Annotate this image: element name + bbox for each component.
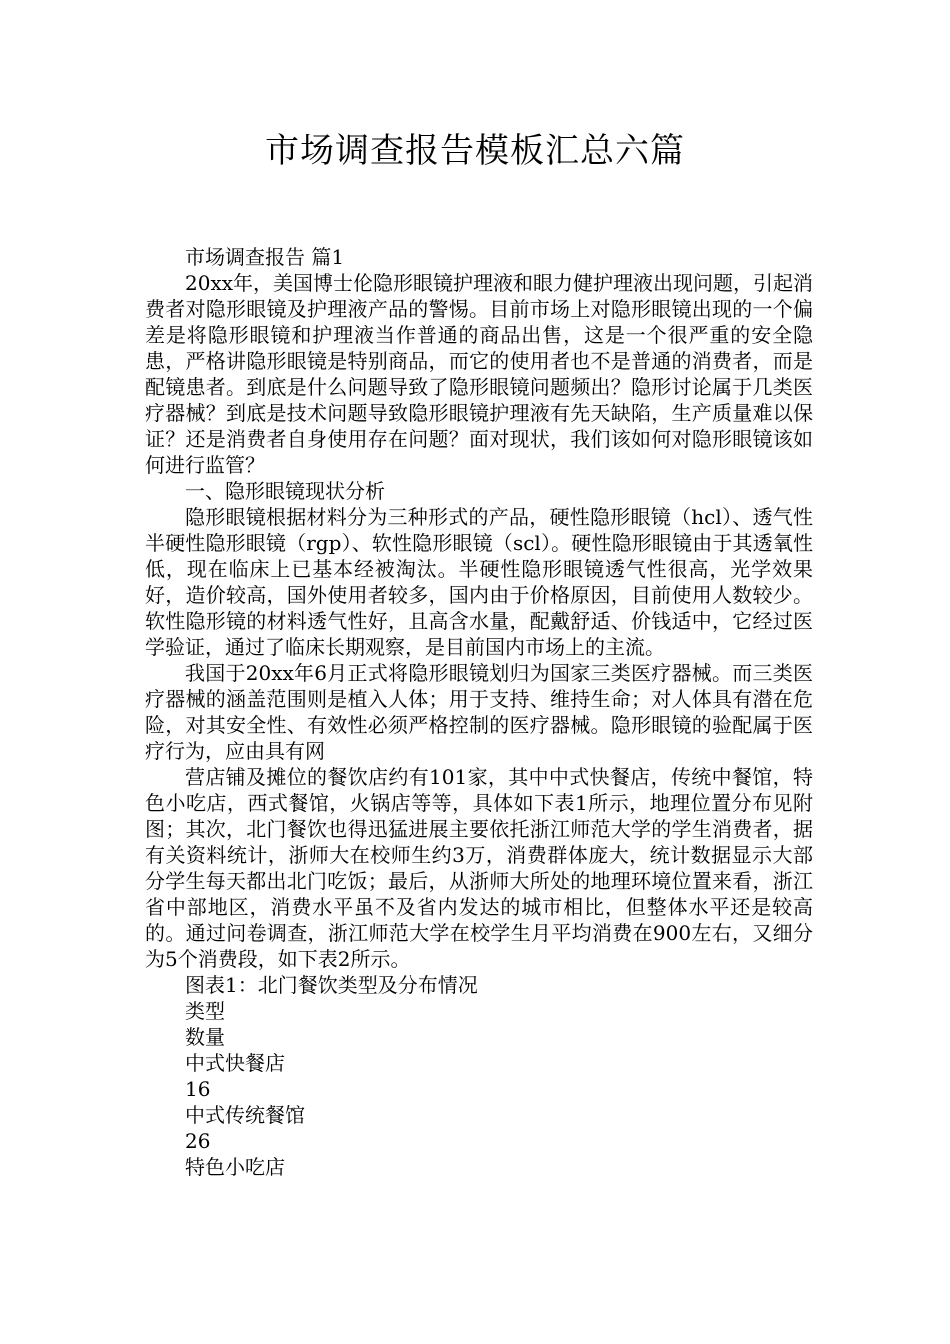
table-line: 26: [185, 1129, 211, 1153]
table-caption: 图表1：北门餐饮类型及分布情况: [185, 973, 478, 997]
table-line: 中式快餐店: [185, 1051, 285, 1075]
paragraph-regulation: 我国于20xx年6月正式将隐形眼镜划归为国家三类医疗器械。而三类医疗器械的涵盖范围则是植入人体；用于支持、维持生命；对人体具有潜在危险，对其安全性、有效性必须严格控制的医疗器械。隐形眼镜的验配属于医疗行为，应由具有网: [145, 661, 813, 763]
section-heading: 市场调查报告 篇1: [185, 245, 345, 269]
table-line: 16: [185, 1077, 211, 1101]
table-line: 特色小吃店: [185, 1155, 285, 1179]
document-body: [145, 244, 813, 1180]
table-line: 数量: [185, 1025, 225, 1049]
paragraph-lens-types: 隐形眼镜根据材料分为三种形式的产品，硬性隐形眼镜（hcl）、透气性半硬性隐形眼镜（rgp）、软性隐形眼镜（scl）。硬性隐形眼镜由于其透氧性低，现在临床上已基本经被淘汰。半硬性隐形眼镜透气性很高，光学效果好，造价较高，国外使用者较多，国内由于价格原因，目前使用人数较少。软性隐形镜的材料透气性好，且高含水量，配戴舒适、价钱适中，它经过医学验证，通过了临床长期观察，是目前国内市场上的主流。: [145, 505, 813, 659]
table-line: 类型: [185, 999, 225, 1023]
table-line: 中式传统餐馆: [185, 1103, 305, 1127]
document-title: 市场调查报告模板汇总六篇: [265, 131, 685, 171]
subsection-heading: 一、隐形眼镜现状分析: [185, 479, 385, 503]
paragraph-intro: 20xx年，美国博士伦隐形眼镜护理液和眼力健护理液出现问题，引起消费者对隐形眼镜及护理液产品的警惕。目前市场上对隐形眼镜出现的一个偏差是将隐形眼镜和护理液当作普通的商品出售，这是一个很严重的安全隐患，严格讲隐形眼镜是特别商品，而它的使用者也不是普通的消费者，而是配镜患者。到底是什么问题导致了隐形眼镜问题频出？隐形讨论属于几类医疗器械？到底是技术问题导致隐形眼镜护理液有先天缺陷，生产质量难以保证？还是消费者自身使用存在问题？面对现状，我们该如何对隐形眼镜该如何进行监管？: [145, 271, 814, 477]
paragraph-catering: 营店铺及摊位的餐饮店约有101家，其中中式快餐店，传统中餐馆，特色小吃店，西式餐馆，火锅店等等，具体如下表1所示，地理位置分布见附图；其次，北门餐饮也得迅猛进展主要依托浙江师范大学的学生消费者，据有关资料统计，浙师大在校师生约3万，消费群体庞大，统计数据显示大部分学生每天都出北门吃饭；最后，从浙师大所处的地理环境位置来看，浙江省中部地区，消费水平虽不及省内发达的城市相比，但整体水平还是较高的。通过问卷调查，浙江师范大学在校学生月平均消费在900左右，又细分为5个消费段，如下表2所示。: [145, 765, 813, 971]
